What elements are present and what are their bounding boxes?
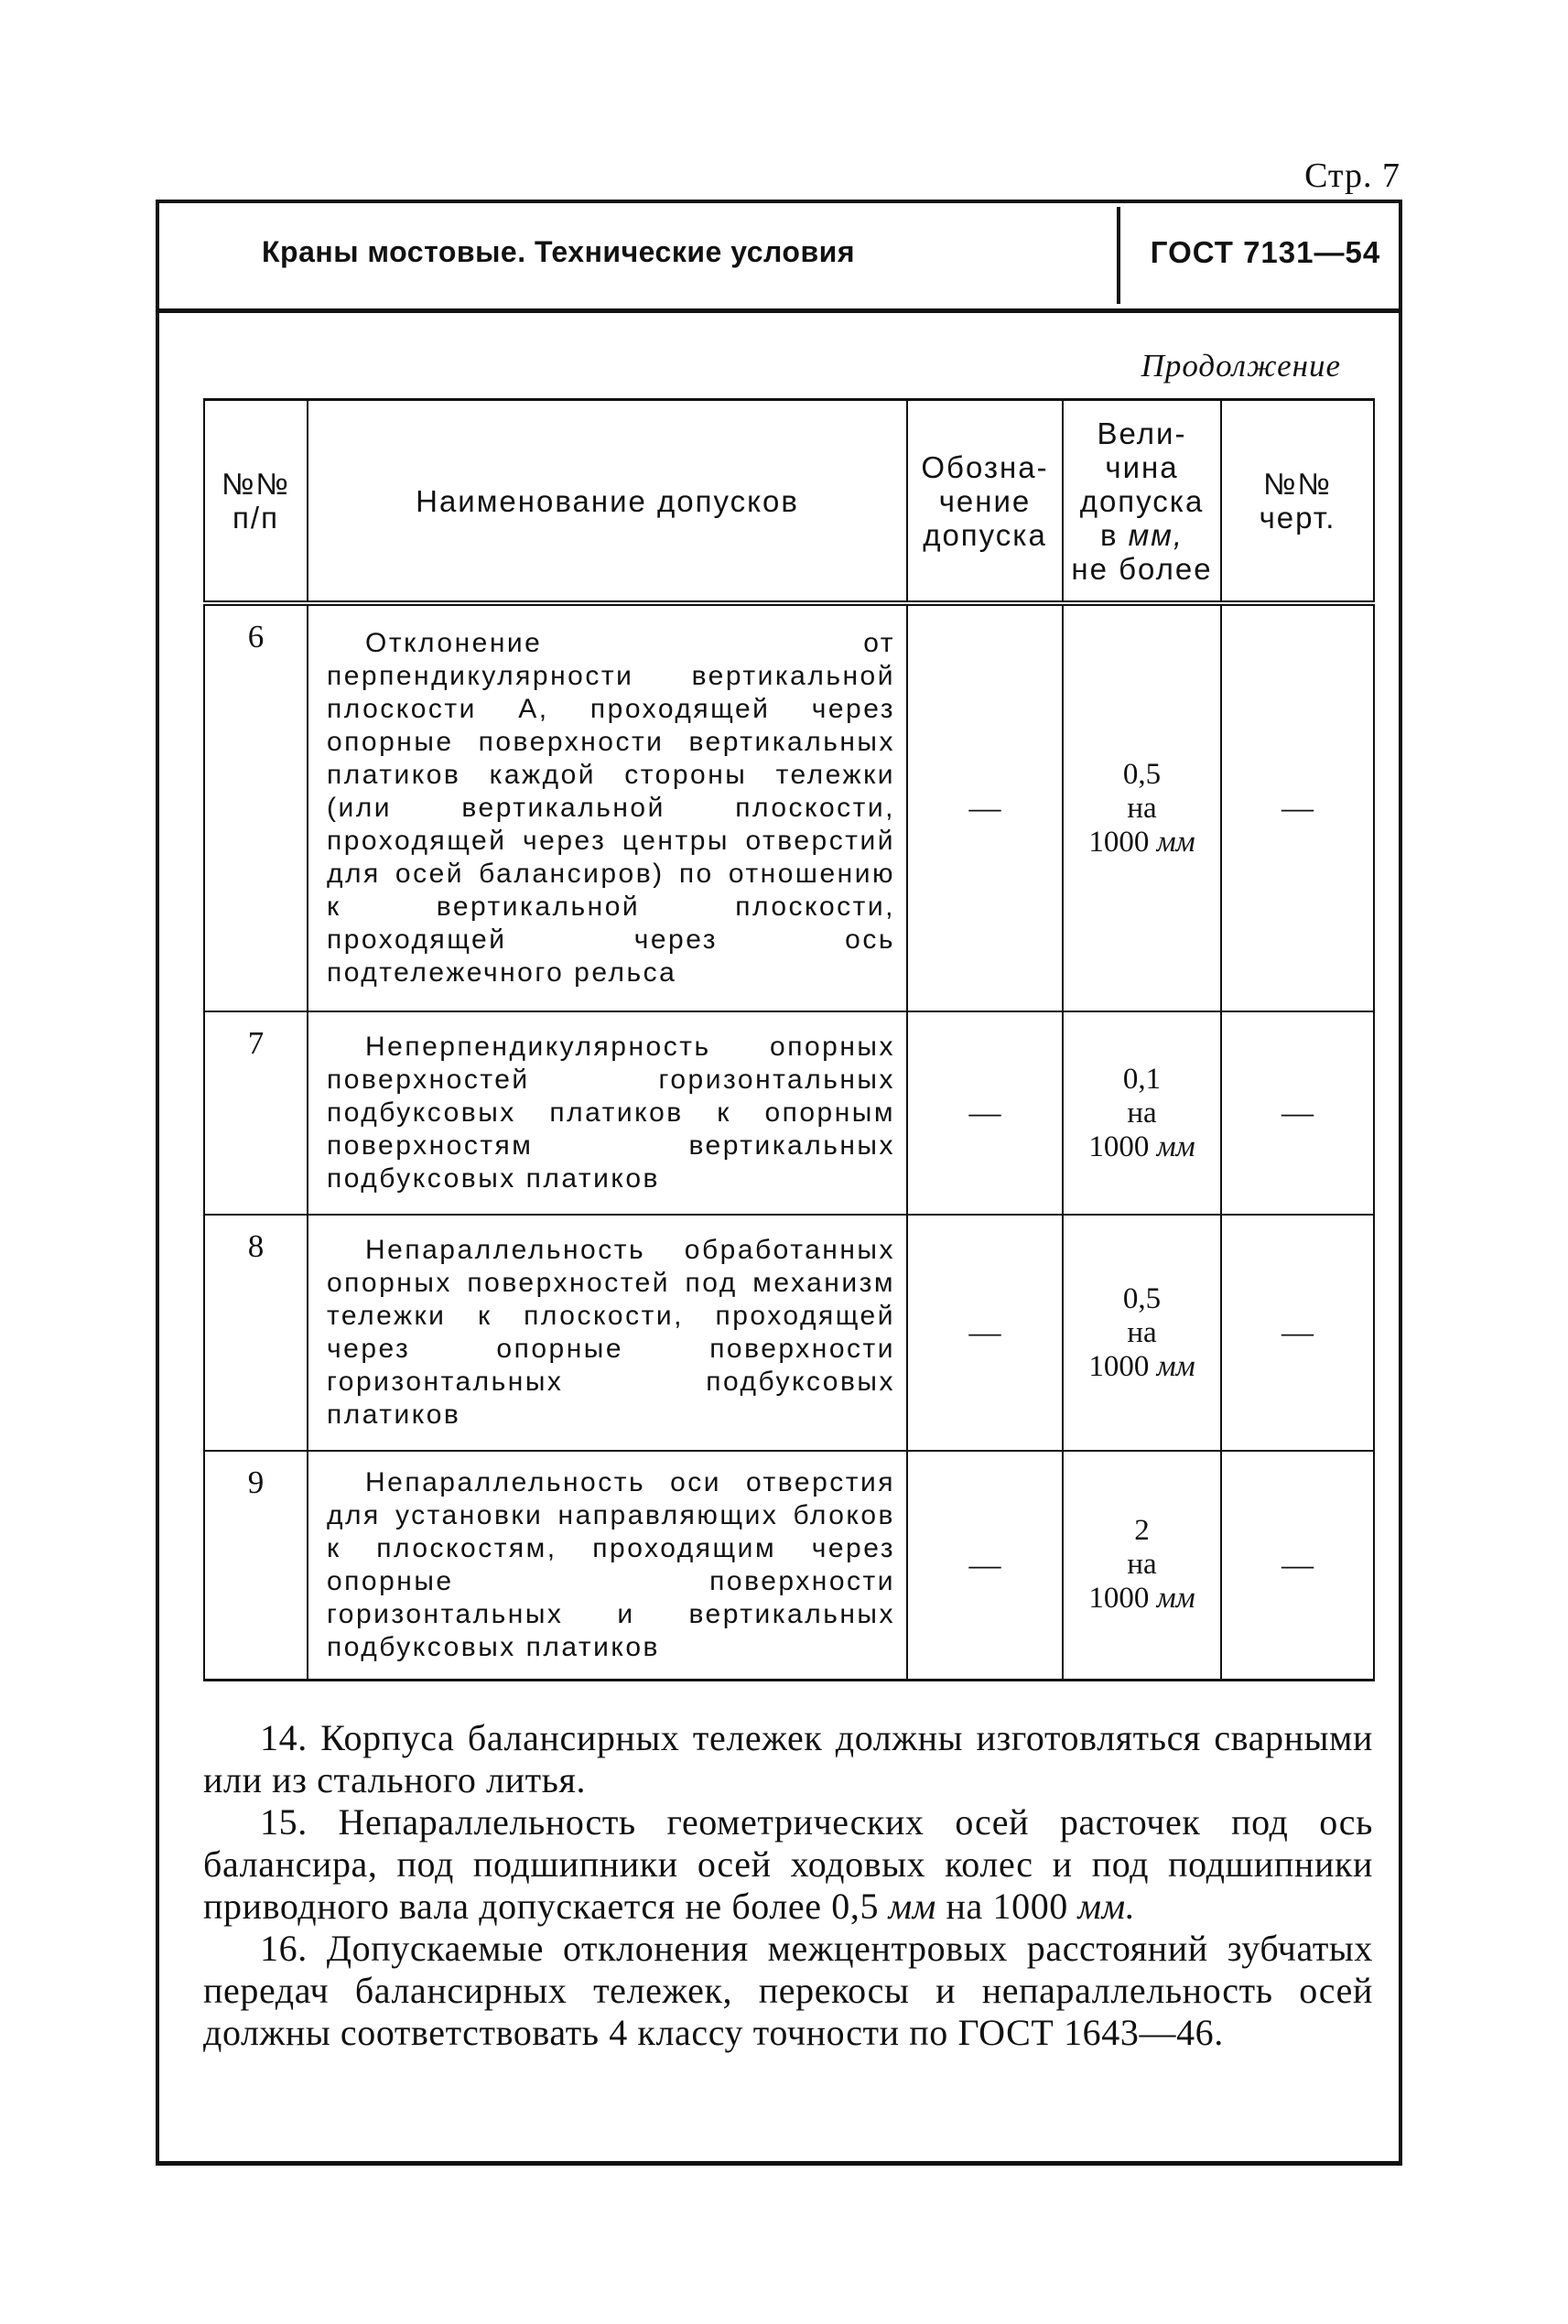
table-row — [204, 1215, 1374, 1451]
tolerance-designation: — — [907, 1215, 1063, 1451]
col-header-num: №№ п/п — [204, 400, 308, 604]
row-number: 6 — [204, 603, 308, 1011]
tolerance-name: Непараллельность оси отверстия для установки направляющих блоков к плоскостям, проходящим через опорные поверхности горизонтальных и вертикальных подбуксовых платиков — [308, 1451, 907, 1680]
tolerance-value: 0,5 на 1000 мм — [1063, 603, 1221, 1011]
body-paragraphs — [203, 1717, 1373, 2054]
table-header-row — [204, 400, 1374, 604]
paragraph-16: 16. Допускаемые отклонения межцентровых расстояний зубчатых передач балансирных тележек, перекосы и непараллельность осей должны соответствовать 4 классу точности по ГОСТ 1643—46. — [203, 1928, 1373, 2053]
tolerance-designation: — — [907, 603, 1063, 1011]
tolerance-name: Неперпендикулярность опорных поверхностей горизонтальных подбуксовых платиков к опорным поверхностям вертикальных подбуксовых платиков — [308, 1011, 907, 1215]
col-header-drawing: №№ черт. — [1221, 400, 1374, 604]
row-number: 9 — [204, 1451, 308, 1680]
tolerance-value: 0,1 на 1000 мм — [1063, 1011, 1221, 1215]
standard-code: ГОСТ 7131—54 — [1150, 235, 1381, 269]
tolerance-value: 0,5 на 1000 мм — [1063, 1215, 1221, 1451]
table-row — [204, 1451, 1374, 1680]
table-row — [204, 603, 1374, 1011]
tolerance-value: 2 на 1000 мм — [1063, 1451, 1221, 1680]
drawing-number: — — [1221, 1215, 1374, 1451]
document-title: Краны мостовые. Технические условия — [262, 235, 855, 268]
col-header-name: Наименование допусков — [308, 400, 907, 604]
table-row — [204, 1011, 1374, 1215]
tolerance-name: Непараллельность обработанных опорных поверхностей под механизм тележки к плоскости, проходящей через опорные поверхности горизонтальных подбуксовых платиков — [308, 1215, 907, 1451]
page-number: Стр. 7 — [1304, 157, 1400, 195]
header-divider — [1117, 207, 1120, 304]
paragraph-15: 15. Непараллельность геометрических осей расточек под ось балансира, под подшипники осей ходовых колес и под подшипники приводного вала допускается не более 0,5 мм на 1000 мм. — [203, 1801, 1373, 1927]
tolerance-table — [203, 398, 1375, 1681]
row-number: 8 — [204, 1215, 308, 1451]
tolerance-name: Отклонение от перпендикулярности вертикальной плоскости А, проходящей через опорные поверхности вертикальных платиков каждой стороны тележки (или вертикальной плоскости, проходящей через центры отверстий для осей балансиров) по отношению к вертикальной плоскости, проходящей через ось подтележечного рельса — [308, 603, 907, 1011]
drawing-number: — — [1221, 603, 1374, 1011]
continuation-label: Продолжение — [1141, 348, 1341, 384]
tolerance-designation: — — [907, 1451, 1063, 1680]
tolerance-designation: — — [907, 1011, 1063, 1215]
col-header-value: Вели- чина допуска в мм, не более — [1063, 400, 1221, 604]
paragraph-14: 14. Корпуса балансирных тележек должны изготовляться сварными или из стального литья. — [203, 1717, 1373, 1800]
row-number: 7 — [204, 1011, 308, 1215]
col-header-designation: Обозна- чение допуска — [907, 400, 1063, 604]
drawing-number: — — [1221, 1011, 1374, 1215]
drawing-number: — — [1221, 1451, 1374, 1680]
